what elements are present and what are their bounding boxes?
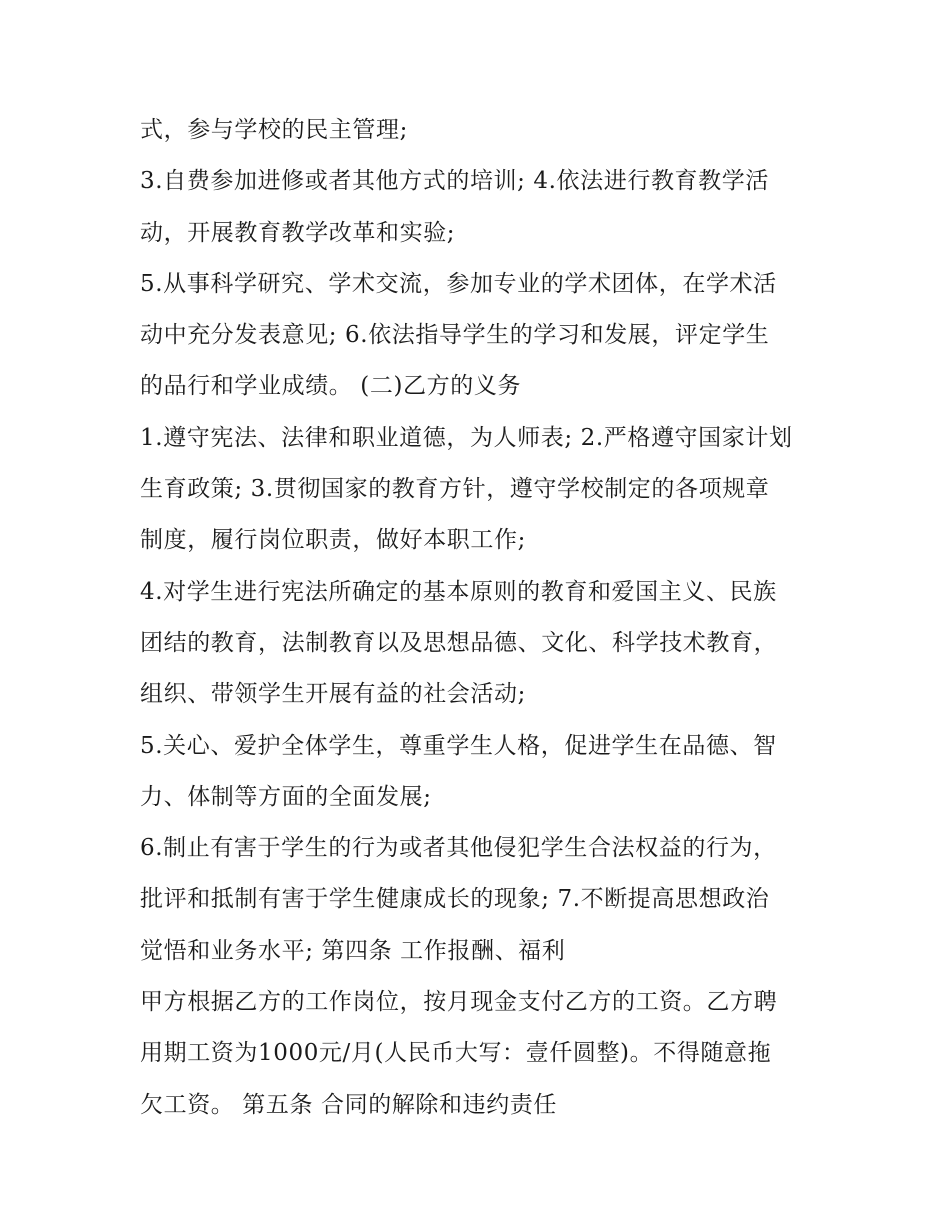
text-line: 批评和抵制有害于学生健康成长的现象; 7.不断提高思想政治 xyxy=(140,886,770,913)
text-line: 5.关心、爱护全体学生，尊重学生人格，促进学生在品德、智 xyxy=(140,732,777,759)
text-line: 4.对学生进行宪法所确定的基本原则的教育和爱国主义、民族 xyxy=(140,578,777,605)
text-line: 力、体制等方面的全面发展; xyxy=(140,783,432,810)
text-line: 式，参与学校的民主管理; xyxy=(140,117,408,143)
text-line: 制度，履行岗位职责，做好本职工作; xyxy=(140,527,526,554)
text-line: 组织、带领学生开展有益的社会活动; xyxy=(140,681,526,708)
text-line: 动中充分发表意见; 6.依法指导学生的学习和发展，评定学生 xyxy=(140,322,770,349)
text-line: 1.遵守宪法、法律和职业道德，为人师表; 2.严格遵守国家计划 xyxy=(140,424,793,451)
document-body xyxy=(140,108,820,1134)
text-line: 5.从事科学研究、学术交流，参加专业的学术团体，在学术活 xyxy=(140,270,777,297)
text-line: 3.自费参加进修或者其他方式的培训; 4.依法进行教育教学活 xyxy=(140,168,769,195)
text-line: 生育政策; 3.贯彻国家的教育方针，遵守学校制定的各项规章 xyxy=(140,476,770,503)
text-line: 动，开展教育教学改革和实验; xyxy=(140,219,456,246)
text-line: 觉悟和业务水平; 第四条 工作报酬、福利 xyxy=(140,937,566,964)
text-line: 团结的教育，法制教育以及思想品德、文化、科学技术教育， xyxy=(140,629,778,656)
text-line: 用期工资为1000元/月(人民币大写：壹仟圆整)。不得随意拖 xyxy=(140,1040,772,1067)
text-line: 甲方根据乙方的工作岗位，按月现金支付乙方的工资。乙方聘 xyxy=(140,989,778,1016)
text-line: 6.制止有害于学生的行为或者其他侵犯学生合法权益的行为， xyxy=(140,835,777,862)
text-line: 的品行和学业成绩。 (二)乙方的义务 xyxy=(140,373,522,400)
text-line: 欠工资。 第五条 合同的解除和违约责任 xyxy=(140,1091,558,1118)
